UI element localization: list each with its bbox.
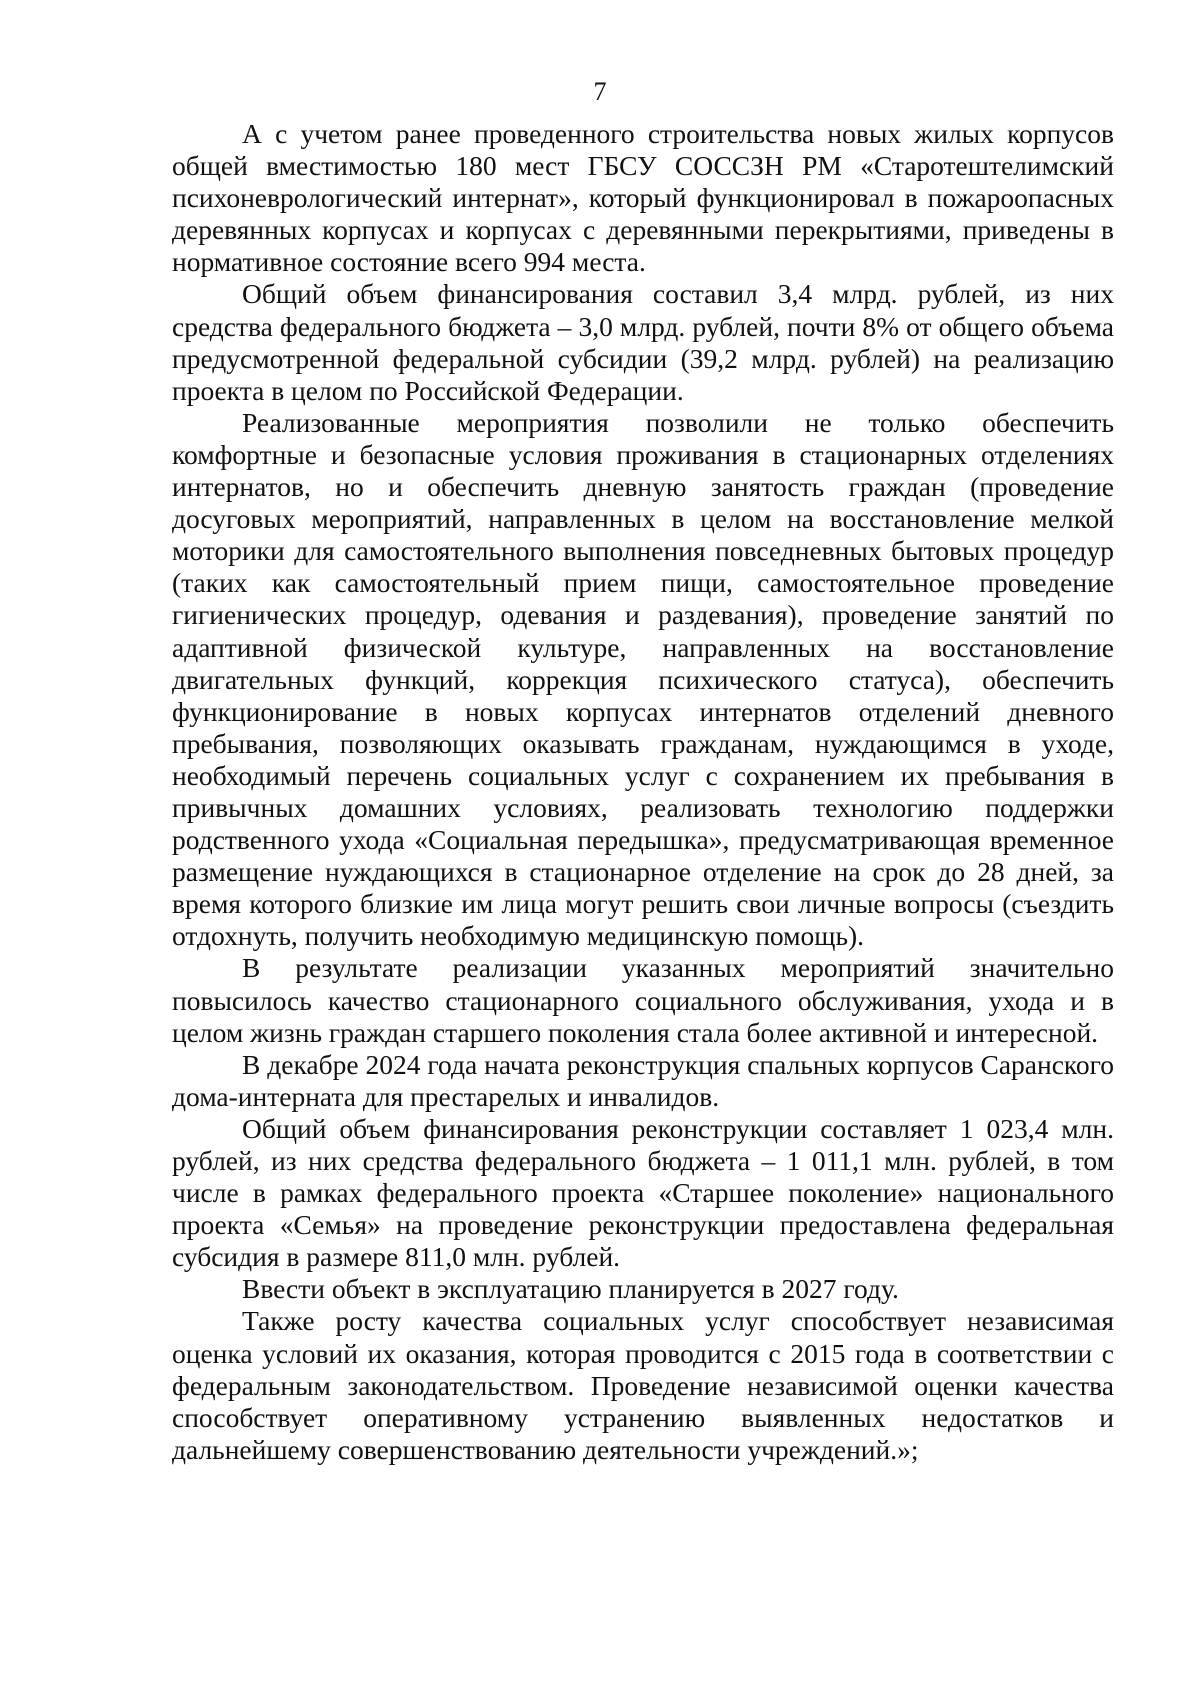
paragraph-independent-assessment: Также росту качества социальных услуг способствует независимая оценка условий их оказания, которая проводится с 2015 года в соответствии с федеральным законодательством. Проведение независимой оценки качества способствует оперативному устранению выявленных недостатков и дальнейшему совершенствованию деятельности учреждений.»; bbox=[172, 1305, 1114, 1465]
paragraph-reconstruction-financing: Общий объем финансирования реконструкции составляет 1 023,4 млн. рублей, из них средства федерального бюджета – 1 011,1 млн. рублей, в том числе в рамках федерального проекта «Старшее поколение» национального проекта «Семья» на проведение реконструкции предоставлена федеральная субсидия в размере 811,0 млн. рублей. bbox=[172, 1112, 1114, 1273]
paragraph-financing: Общий объем финансирования составил 3,4 млрд. рублей, из них средства федерального бюджета – 3,0 млрд. рублей, почти 8% от общего объема предусмотренной федеральной субсидии (39,2 млрд. рублей) на реализацию проекта в целом по Российской Федерации. bbox=[172, 278, 1114, 406]
document-body bbox=[172, 118, 1114, 1466]
paragraph-commissioning: Ввести объект в эксплуатацию планируется в 2027 году. bbox=[242, 1273, 899, 1305]
page-number: 7 bbox=[593, 77, 607, 106]
paragraph-reconstruction: В декабре 2024 года начата реконструкция спальных корпусов Саранского дома-интерната для престарелых и инвалидов. bbox=[172, 1048, 1114, 1112]
paragraph-capacity: А с учетом ранее проведенного строительства новых жилых корпусов общей вместимостью 180 мест ГБСУ СОССЗН РМ «Старотештелимский психоневрологический интернат», который функционировал в пожароопасных деревянных корпусах и корпусах с деревянными перекрытиями, приведены в нормативное состояние всего 994 места. bbox=[172, 118, 1114, 278]
paragraph-results: В результате реализации указанных мероприятий значительно повысилось качество стационарного социального обслуживания, ухода и в целом жизнь граждан старшего поколения стала более активной и интересной. bbox=[172, 952, 1114, 1048]
paragraph-measures: Реализованные мероприятия позволили не только обеспечить комфортные и безопасные условия проживания в стационарных отделениях интернатов, но и обеспечить дневную занятость граждан (проведение досуговых мероприятий, направленных в целом на восстановление мелкой моторики для самостоятельного выполнения повседневных бытовых процедур (таких как самостоятельный прием пищи, самостоятельное проведение гигиенических процедур, одевания и раздевания), проведение занятий по адаптивной физической культуре, направленных на восстановление двигательных функций, коррекция психического статуса), обеспечить функционирование в новых корпусах интернатов отделений дневного пребывания, позволяющих оказывать гражданам, нуждающимся в уходе, необходимый перечень социальных услуг с сохранением их пребывания в привычных домашних условиях, реализовать технологию поддержки родственного ухода «Социальная передышка», предусматривающая временное размещение нуждающихся в стационарное отделение на срок до 28 дней, за время которого близкие им лица могут решить свои личные вопросы (съездить отдохнуть, получить необходимую медицинскую помощь). bbox=[172, 406, 1114, 952]
